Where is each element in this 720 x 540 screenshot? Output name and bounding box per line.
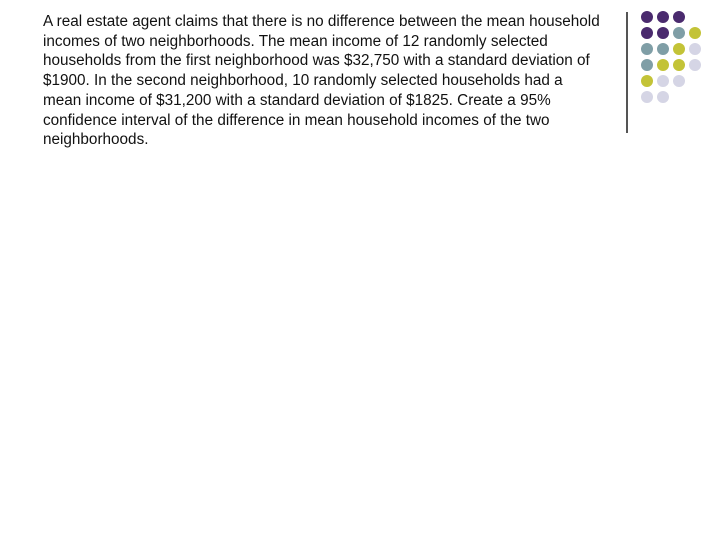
decorative-dot — [673, 11, 685, 23]
problem-statement: A real estate agent claims that there is no difference between the mean household incomes of two neighborhoods. The mean income of 12 randomly selected households from the first neighborhood was $32,750 with a standard deviation of $1900. In the second neighborhood, 10 randomly selected households had a mean income of $31,200 with a standard deviation of $1825. Create a 95% confidence interval of the difference in mean household incomes of the two neighborhoods. — [43, 13, 600, 149]
decorative-dot — [657, 43, 669, 55]
decorative-dot — [689, 43, 701, 55]
decorative-dot — [673, 75, 685, 87]
decorative-dot — [657, 75, 669, 87]
decorative-dot — [673, 59, 685, 71]
decorative-dot — [673, 43, 685, 55]
decorative-dot — [641, 27, 653, 39]
decorative-dot — [641, 91, 653, 103]
decorative-dot — [641, 59, 653, 71]
decorative-dot — [689, 27, 701, 39]
decorative-dot — [641, 11, 653, 23]
vertical-divider — [626, 12, 628, 133]
decorative-dot — [689, 59, 701, 71]
decorative-dot — [657, 11, 669, 23]
decorative-dot — [657, 59, 669, 71]
decorative-dot — [641, 43, 653, 55]
decorative-dot — [657, 27, 669, 39]
decorative-dot — [641, 75, 653, 87]
decorative-dot — [657, 91, 669, 103]
decorative-dot — [673, 27, 685, 39]
